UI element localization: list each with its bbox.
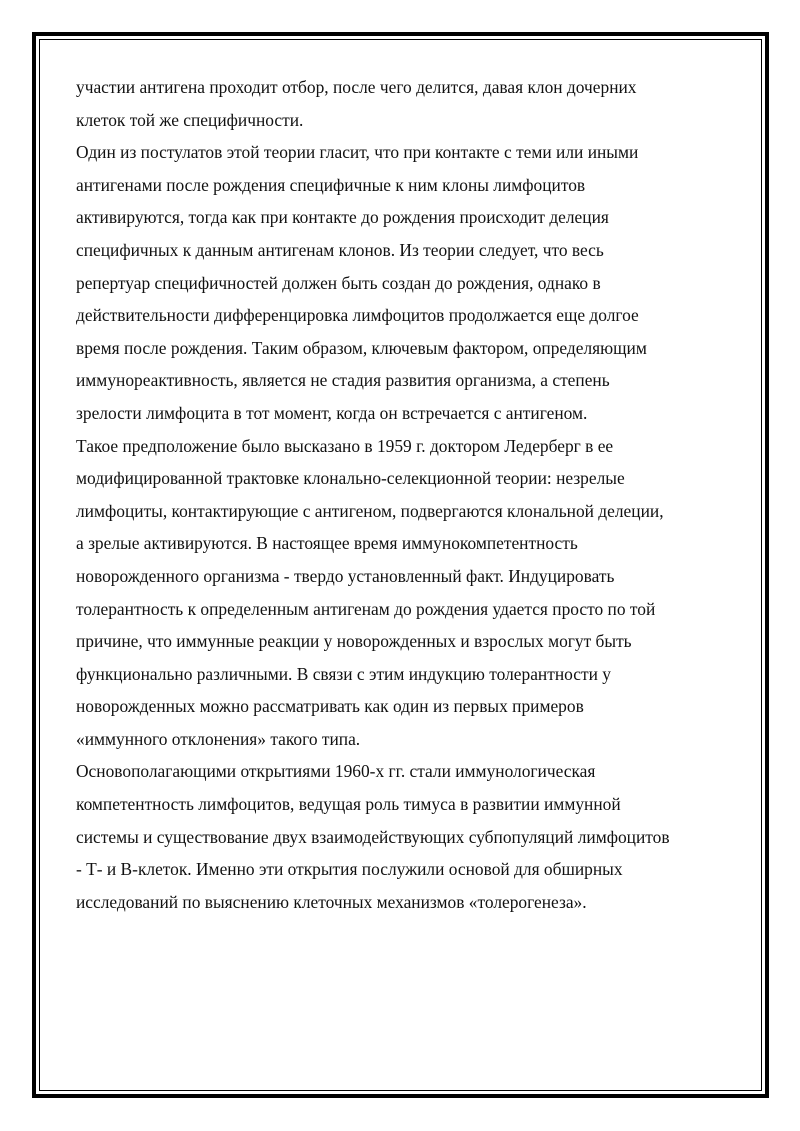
text-line: время после рождения. Таким образом, ключевым фактором, определяющим — [76, 337, 647, 358]
text-line: репертуар специфичностей должен быть создан до рождения, однако в — [76, 272, 601, 293]
text-line: новорожденного организма - твердо установленный факт. Индуцировать — [76, 565, 615, 586]
text-line: участии антигена проходит отбор, после чего делится, давая клон дочерних — [76, 77, 637, 97]
text-line: функционально различными. В связи с этим индукцию толерантности у — [76, 663, 611, 684]
text-line: специфичных к данным антигенам клонов. Из теории следует, что весь — [76, 239, 604, 260]
text-line: Один из постулатов этой теории гласит, что при контакте с теми или иными — [76, 142, 639, 163]
text-line: новорожденных можно рассматривать как один из первых примеров — [76, 696, 584, 717]
text-line: действительности дифференцировка лимфоцитов продолжается еще долгое — [76, 305, 639, 326]
text-line: исследований по выяснению клеточных механизмов «толерогенеза». — [76, 891, 587, 912]
text-line: толерантность к определенным антигенам до рождения удается просто по той — [76, 598, 656, 619]
text-line: Такое предположение было высказано в 1959 г. доктором Ледерберг в ее — [76, 435, 614, 456]
body-text — [76, 71, 736, 918]
text-line: компетентность лимфоцитов, ведущая роль тимуса в развитии иммунной — [76, 794, 621, 815]
text-line: активируются, тогда как при контакте до рождения происходит делеция — [76, 207, 609, 228]
text-line: клеток той же специфичности. — [76, 109, 304, 130]
text-line: лимфоциты, контактирующие с антигеном, подвергаются клональной делеции, — [76, 500, 664, 521]
text-line: а зрелые активируются. В настоящее время иммунокомпетентность — [76, 533, 578, 554]
text-line: зрелости лимфоцита в тот момент, когда он встречается с антигеном. — [76, 402, 588, 423]
text-line: причине, что иммунные реакции у новорожденных и взрослых могут быть — [76, 631, 632, 652]
text-line: антигенами после рождения специфичные к ним клоны лимфоцитов — [76, 174, 586, 195]
text-line: системы и существование двух взаимодействующих субпопуляций лимфоцитов — [76, 826, 670, 847]
text-line: «иммунного отклонения» такого типа. — [76, 728, 361, 749]
text-line: иммунореактивность, является не стадия развития организма, а степень — [76, 370, 610, 391]
text-line: Основополагающими открытиями 1960-х гг. стали иммунологическая — [76, 761, 596, 782]
text-line: - Т- и В-клеток. Именно эти открытия послужили основой для обширных — [76, 859, 623, 880]
text-line: модифицированной трактовке клонально-селекционной теории: незрелые — [76, 468, 625, 489]
